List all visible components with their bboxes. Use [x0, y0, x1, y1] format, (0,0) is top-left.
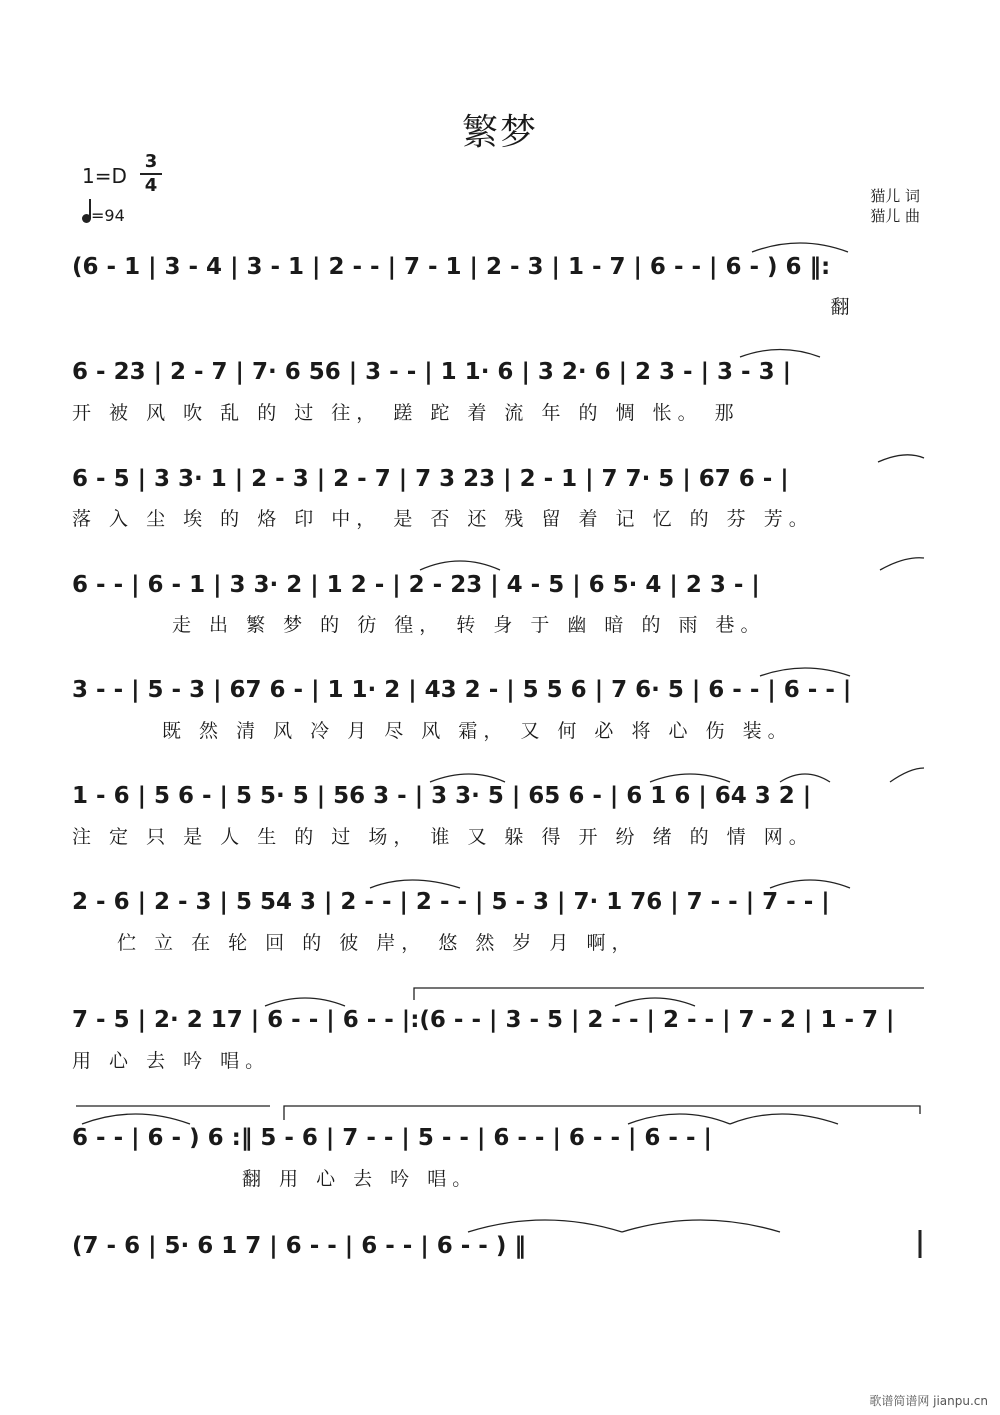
notation-line: 6 - 23 | 2 - 7 | 7· 6 56 | 3 - - | 1 1· 6 | 3 2· 6 | 2 3 - | 3 - 3 |	[72, 359, 791, 385]
notation-line: 1 - 6 | 5 6 - | 5 5· 5 | 56 3 - | 3 3· 5 | 65 6 - | 6 1 6 | 64 3 2 |	[72, 783, 812, 809]
notation-line: 2 - 6 | 2 - 3 | 5 54 3 | 2 - - | 2 - - | 5 - 3 | 7· 1 76 | 7 - - | 7 - - |	[72, 889, 830, 915]
lyrics-line: 用 心 去 吟 唱。	[72, 1050, 271, 1072]
slur-mark	[370, 880, 460, 888]
lyricist: 猫儿 词	[870, 187, 920, 205]
slur-mark	[752, 243, 848, 252]
composer: 猫儿 曲	[870, 207, 920, 225]
tempo-value: =94	[91, 206, 125, 225]
slur-mark	[622, 1220, 780, 1232]
lyrics-line: 翻 用 心 去 吟 唱。	[242, 1168, 478, 1190]
lyrics-line: 开 被 风 吹 乱 的 过 往， 蹉 跎 着 流 年 的 惆 怅。 那	[72, 402, 740, 424]
slur-mark	[628, 1114, 730, 1124]
slur-mark	[265, 998, 345, 1006]
slur-mark	[420, 561, 500, 570]
slur-mark	[760, 668, 850, 676]
lyrics-line: 既 然 清 风 冷 月 尽 风 霜， 又 何 必 将 心 伤 装。	[162, 720, 793, 742]
slur-mark	[468, 1220, 622, 1232]
notation-line: 6 - - | 6 - 1 | 3 3· 2 | 1 2 - | 2 - 23 | 4 - 5 | 6 5· 4 | 2 3 - |	[72, 572, 760, 598]
notation-line: 3 - - | 5 - 3 | 67 6 - | 1 1· 2 | 43 2 - | 5 5 6 | 7 6· 5 | 6 - - | 6 - - |	[72, 677, 852, 703]
watermark: 歌谱简谱网 jianpu.cn	[869, 1394, 988, 1408]
slur-mark	[615, 998, 695, 1006]
notation-line: 6 - - | 6 - ) 6 :‖ 5 - 6 | 7 - - | 5 - - | 6 - - | 6 - - | 6 - - |	[72, 1125, 712, 1151]
time-sig-top: 3	[144, 151, 158, 172]
volta-bracket	[414, 988, 924, 1000]
slur-mark	[878, 455, 924, 462]
time-sig-bottom: 4	[144, 175, 158, 196]
slur-mark	[82, 1114, 190, 1124]
slur-mark	[880, 558, 924, 570]
slur-mark	[430, 774, 505, 782]
lyrics-line: 伫 立 在 轮 回 的 彼 岸， 悠 然 岁 月 啊，	[117, 932, 637, 954]
lyrics-line: 翻	[72, 296, 856, 318]
slur-mark	[780, 774, 830, 782]
slur-mark	[890, 768, 924, 782]
page-title: 繁梦	[461, 112, 538, 153]
slur-mark	[730, 1114, 838, 1124]
lyrics-line: 注 定 只 是 人 生 的 过 场， 谁 又 躲 得 开 纷 绪 的 情 网。	[72, 826, 814, 848]
lyrics-line: 落 入 尘 埃 的 烙 印 中， 是 否 还 残 留 着 记 忆 的 芬 芳。	[72, 508, 814, 530]
slur-mark	[740, 350, 820, 358]
lyrics-line: 走 出 繁 梦 的 彷 徨， 转 身 于 幽 暗 的 雨 巷。	[172, 614, 766, 636]
notation-line: 7 - 5 | 2· 2 17 | 6 - - | 6 - - |:(6 - - | 3 - 5 | 2 - - | 2 - - | 7 - 2 | 1 - 7 |	[72, 1007, 895, 1033]
notation-line: (6 - 1 | 3 - 4 | 3 - 1 | 2 - - | 7 - 1 | 2 - 3 | 1 - 7 | 6 - - | 6 - ) 6 ‖:	[72, 254, 831, 280]
slur-mark	[770, 880, 850, 888]
slur-mark	[650, 774, 730, 782]
key-signature: 1=D	[82, 164, 127, 188]
notation-line: 6 - 5 | 3 3· 1 | 2 - 3 | 2 - 7 | 7 3 23 | 2 - 1 | 7 7· 5 | 67 6 - |	[72, 466, 789, 492]
volta-bracket	[284, 1106, 920, 1120]
notation-line: (7 - 6 | 5· 6 1 7 | 6 - - | 6 - - | 6 - - ) ‖	[72, 1233, 526, 1259]
